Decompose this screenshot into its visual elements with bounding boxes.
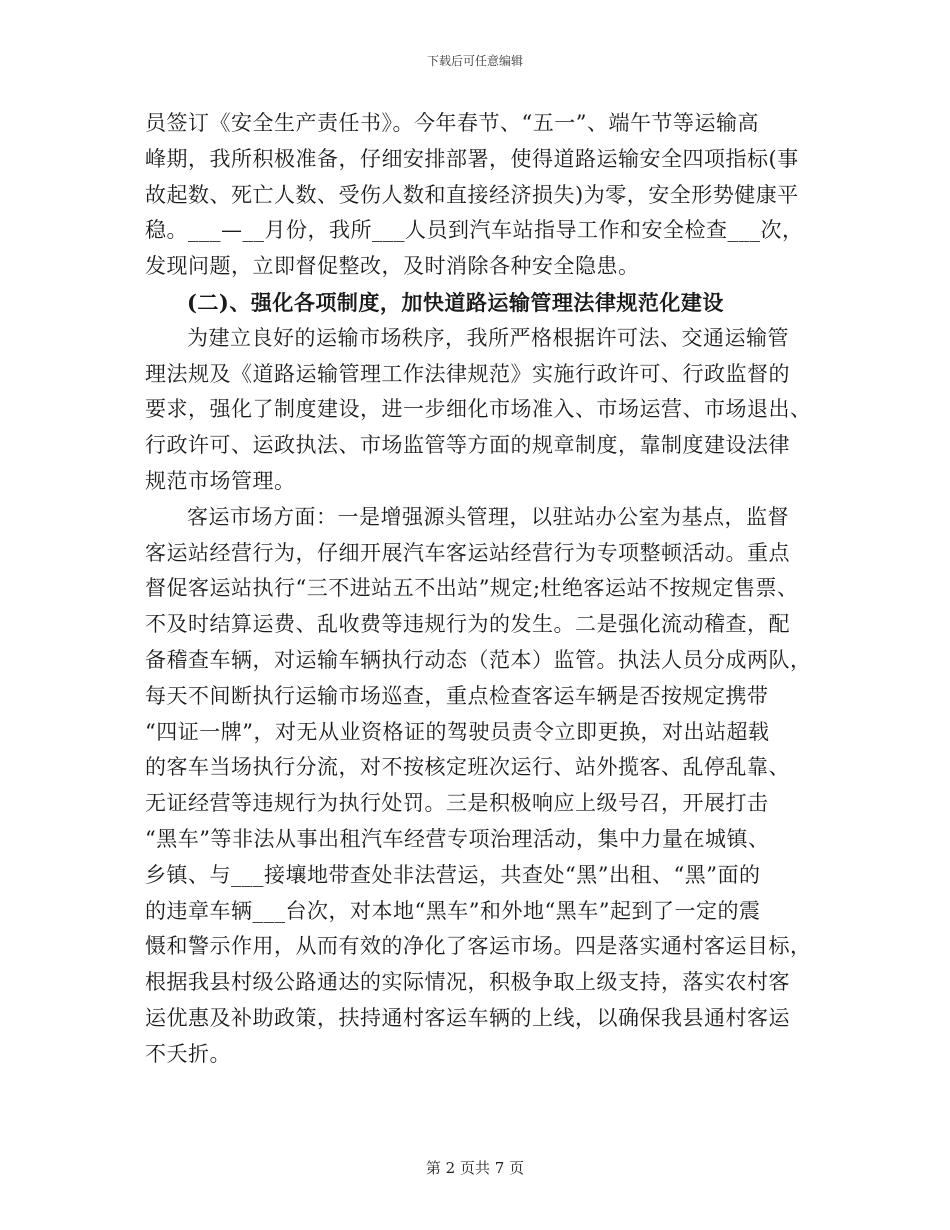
text-line: 根据我县村级公路通达的实际情况，积极争取上级支持，落实农村客	[145, 970, 790, 995]
section-heading: (二)、强化各项制度，加快道路运输管理法律规范化建设	[187, 289, 724, 315]
text-line: “黑车”等非法从事出租汽车经营专项治理活动，集中力量在城镇、	[145, 826, 770, 851]
text-line: 客运站经营行为，仔细开展汽车客运站经营行为专项整顿活动。重点	[145, 540, 790, 565]
text-line: 理法规及《道路运输管理工作法律规范》实施行政许可、行政监督的	[145, 361, 790, 386]
text-line: 的客车当场执行分流，对不按核定班次运行、站外揽客、乱停乱靠、	[145, 755, 790, 780]
text-line: 规范市场管理。	[145, 468, 296, 493]
text-line: 无证经营等违规行为执行处罚。三是积极响应上级号召，开展打击	[145, 791, 769, 816]
text-line: 峰期，我所积极准备，仔细安排部署，使得道路运输安全四项指标(事	[145, 146, 799, 171]
text-line: 发现问题，立即督促整改，及时消除各种安全隐患。	[145, 254, 640, 279]
text-line: 的违章车辆___台次，对本地“黑车”和外地“黑车”起到了一定的震	[145, 898, 761, 923]
text-line: 行政许可、运政执法、市场监管等方面的规章制度，靠制度建设法律	[145, 433, 790, 458]
page-header: 下载后可任意编辑	[426, 54, 523, 68]
text-line: “四证一牌”，对无从业资格证的驾驶员责令立即更换，对出站超载	[145, 719, 770, 744]
text-line: 督促客运站执行“三不进站五不出站”规定;杜绝客运站不按规定售票、	[145, 576, 799, 601]
text-line: 备稽查车辆，对运输车辆执行动态（范本）监管。执法人员分成两队，	[145, 647, 812, 672]
text-line: 员签订《安全生产责任书》。今年春节、“五一”、端午节等运输高	[145, 111, 759, 135]
text-line: 不夭折。	[145, 1041, 231, 1066]
text-line: 慑和警示作用，从而有效的净化了客运市场。四是落实通村客运目标，	[145, 934, 812, 959]
text-line: 不及时结算运费、乱收费等违规行为的发生。二是强化流动稽查，配	[145, 612, 790, 637]
text-line: 故起数、死亡人数、受伤人数和直接经济损失)为零，安全形势健康平	[145, 182, 799, 207]
text-line: 每天不间断执行运输市场巡查，重点检查客运车辆是否按规定携带	[145, 683, 769, 708]
text-line: 运优惠及补助政策，扶持通村客运车辆的上线，以确保我县通村客运	[145, 1005, 790, 1030]
text-line: 为建立良好的运输市场秩序，我所严格根据许可法、交通运输管	[187, 325, 789, 350]
text-line: 稳。___—__月份，我所___人员到汽车站指导工作和安全检查___次，	[145, 218, 804, 243]
page-footer: 第 2 页共 7 页	[425, 1159, 525, 1177]
text-line: 乡镇、与___接壤地带查处非法营运，共查处“黑”出租、“黑”面的	[145, 862, 761, 887]
text-line: 要求，强化了制度建设，进一步细化市场准入、市场运营、市场退出、	[145, 397, 812, 422]
text-line: 客运市场方面：一是增强源头管理，以驻站办公室为基点，监督	[187, 504, 789, 529]
document-body	[145, 106, 817, 1073]
